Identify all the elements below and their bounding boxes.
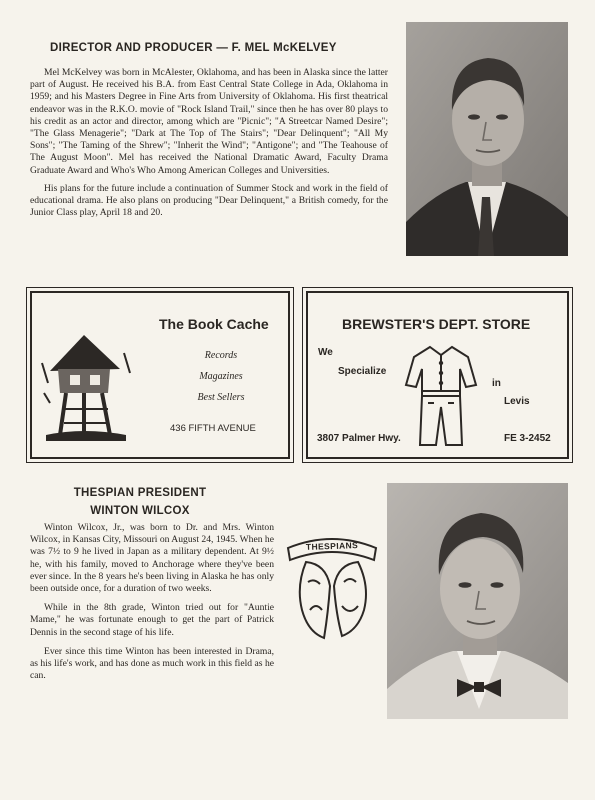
thespians-emblem	[286, 526, 378, 644]
director-bio-paragraph: Mel McKelvey was born in McAlester, Oklahoma, and has been in Alaska since the latter part of August. He received his B.A. from East Central State College in Ada, Oklahoma in 1959; and his Masters Degree in Fine Arts from University of Oklahoma. His first theatrical endeavor was in the R.K.O. movie of "Rock Island Trail," since then he has over 80 plays to his credit as an actor and director, among which are "Picnic"; "A Streetcar Named Desire"; "The Glass Menagerie"; "Dark at The Top of The Stairs"; "Dear Delinquent"; "All My Sons"; "The Taming of the Shrew"; "Inherit the Wind"; "Antigone"; and "The Teahouse of The August Moon". Mel has received the National Dramatic Award, Faculty Drama Graduate Award and Who's Who Among American Colleges and Universities.	[30, 67, 388, 176]
brewsters-ad	[306, 291, 569, 459]
president-heading	[40, 484, 240, 520]
book-cache-address: 436 FIFTH AVENUE	[170, 423, 256, 434]
president-heading-line1: THESPIAN PRESIDENT	[73, 487, 207, 499]
book-cache-name: The Book Cache	[159, 316, 269, 332]
director-photo	[406, 22, 568, 256]
president-bio-paragraph: Ever since this time Winton has been interested in Drama, as his life's work, and has done as much work in this field as he can.	[30, 645, 274, 682]
brewsters-address: 3807 Palmer Hwy.	[317, 433, 401, 444]
president-photo	[387, 483, 568, 719]
president-bio	[30, 522, 274, 689]
book-cache-item: Records	[204, 350, 238, 361]
brewsters-we: We	[318, 347, 333, 358]
brewsters-levis: Levis	[504, 396, 530, 407]
director-bio	[30, 67, 388, 225]
brewsters-name: BREWSTER'S DEPT. STORE	[342, 316, 531, 332]
director-bio-paragraph: His plans for the future include a continuation of Summer Stock and work in the field of educational drama. He also plans on producing "Dear Delinquent," a British comedy, for the Junior Class play, April 18 and 20.	[30, 182, 388, 219]
brewsters-specialize: Specialize	[338, 366, 387, 377]
president-bio-paragraph: While in the 8th grade, Winton tried out for "Auntie Mame," he was fortunate enough to get the part of Patrick Dennis in the second stage of his life.	[30, 602, 274, 638]
president-heading-line2: WINTON WILCOX	[90, 505, 190, 517]
brewsters-in: in	[492, 378, 501, 389]
book-cache-house-illustration	[40, 323, 132, 441]
book-cache-ad	[30, 291, 290, 459]
director-heading: DIRECTOR AND PRODUCER — F. MEL McKELVEY	[50, 42, 337, 54]
book-cache-item: Best Sellers	[197, 392, 245, 403]
president-bio-paragraph: Winton Wilcox, Jr., was born to Dr. and Mrs. Winton Wilcox, in Kansas City, Missouri on August 24, 1945. When he was 7½ to 9 he lived in Japan as a military dependent. At 9½ he, with his family, moved to Anchorage where they've been ever since. In the 8 years he's been living in Alaska he has only been outside once, for a duration of two weeks.	[30, 522, 274, 595]
brewsters-phone: FE 3-2452	[504, 433, 551, 444]
jeans-outfit-illustration	[402, 341, 480, 449]
thespians-banner-text: THESPIANS	[305, 540, 359, 552]
book-cache-item: Magazines	[199, 371, 243, 382]
